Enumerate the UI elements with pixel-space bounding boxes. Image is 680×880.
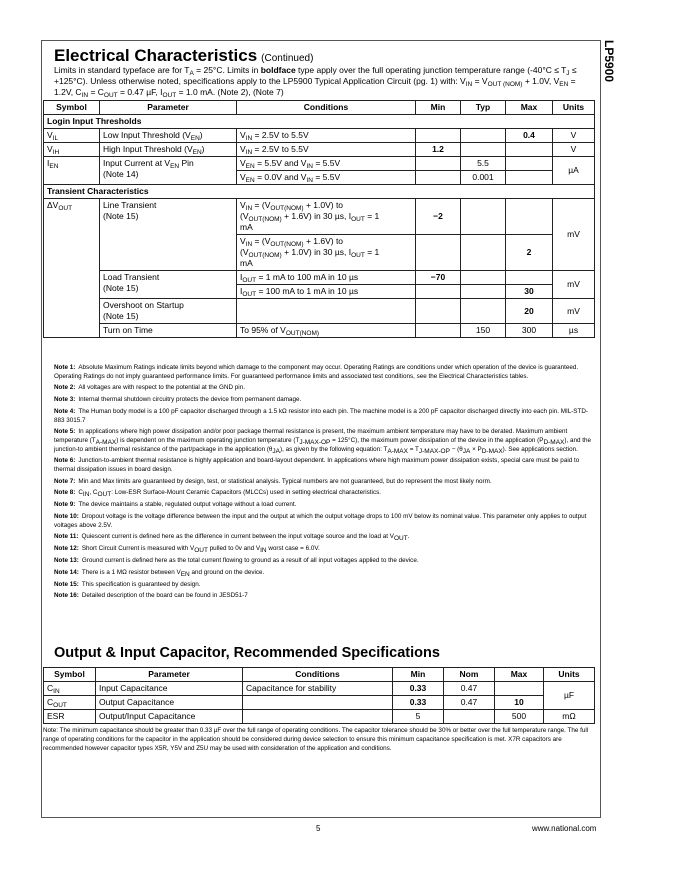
electrical-table [43,100,595,338]
section-title-electrical: Electrical Characteristics (Continued) [54,46,314,65]
table-row: Overshoot on Startup (Note 15) 20 mV [44,299,595,324]
table-header-row: Symbol Parameter Conditions Min Typ Max Units [44,101,595,115]
note-item: Note 11: Quiescent current is defined here as the difference in current between the input voltage source and the load at $V_{OUT}$. [54,533,410,543]
table-row: ESR Output/Input Capacitance 5 500 mΩ [44,710,595,724]
section-title-capacitor: Output & Input Capacitor, Recommended Specifications [54,645,440,661]
table-row: Turn on Time To 95% of $V_{OUT(NOM)}$ 150 300 µs [44,324,595,338]
note-item: Note 6: Junction-to-ambient thermal resistance is highly application and board-layout dependent. In applications where high maximum power dissipation exists, special care must be paid to thermal dissipation issues in board design. [54,457,580,473]
note-item: Note 3: Internal thermal shutdown circuitry protects the device from permanent damage. [54,396,302,404]
table-row: $I_{EN}$ Input Current at $V_{EN}$ Pin (Note 14) $V_{EN} = 5.5V$ and $V_{IN} = 5.5V$ 5.5 µA [44,157,595,171]
note-item: Note 9: The device maintains a stable, regulated output voltage without a load current. [54,501,297,509]
table-row: Load Transient (Note 15) $I_{OUT} = 1$ mA to 100 mA in 10 µs −70 mV [44,271,595,285]
note-item: Note 16: Detailed description of the board can be found in JESD51-7 [54,592,248,600]
side-tab: LP5900 [602,40,616,83]
note-item: Note 4: The Human body model is a 100 pF capacitor discharged through a 1.5 kΩ resistor into each pin. The machine model is a 200 pF capacitor discharged directly into each pin. MIL-STD-883 3015.7 [54,407,588,424]
page-number: 5 [316,824,321,833]
note-item: Note 10: Dropout voltage is the voltage difference between the input and the output at which the output voltage drops to 100 mV below its nominal value. This parameter only applies to output voltages above 2.5V. [54,513,587,529]
note-item: Note 1: Absolute Maximum Ratings indicate limits beyond which damage to the component may occur. Operating Ratings are conditions under which operation of the device is guaranteed. Operating Ratings do not imply guaranteed performance limits. For guaranteed performance limits and associated test conditions, see the Electrical Characteristics tables. [54,364,579,380]
intro-paragraph: Limits in standard typeface are for $T_A = 25^\circ C$. Limits in boldface type apply over the full operating junction temperature range $(-40^\circ C \le T_J \le +125^\circ C)$. Unless otherwise noted, specifications apply to the LP5900 Typical Application Circuit (pg. 1) with: $V_{IN} = V_{OUT (NOM)} + 1.0V$, $V_{EN} = 1.2V$, $C_{IN} = C_{OUT} = 0.47$ µF, $I_{OUT} = 1.0$ mA. (Note 2), (Note 7) [54,65,577,99]
note-item: Note 15: This specification is guaranteed by design. [54,580,201,588]
note-item: Note 8: $C_{IN}$, $C_{OUT}$: Low-ESR Surface-Mount Ceramic Capacitors (MLCCs) used in setting electrical characteristics. [54,489,381,499]
section-row-logic: Login Input Thresholds [44,115,595,129]
capacitor-note: Note: The minimum capacitance should be greater than 0.33 µF over the full range of operating conditions. The capacitor tolerance should be 30% or better over the full temperature range. The full range of operating conditions for the capacitor in the application should be considered during device selection to ensure this minimum capacitance specification is met. X7R capacitors are recommended however capacitor types X5R, Y5V and Z5U may be used with consideration of the application and conditions. [43,727,589,752]
table-row: $I_{OUT} = 100$ mA to 1 mA in 10 µs 30 [44,285,595,299]
note-item: Note 12: Short Circuit Current is measured with $V_{OUT}$ pulled to 0v and $V_{IN}$ worst case = 6.0V. [54,545,320,555]
table-row: $\Delta V_{OUT}$ Line Transient (Note 15) $V_{IN} = (V_{OUT(NOM)} + 1.0V)$ to $(V_{OUT(NOM)} + 1.6V)$ in 30 µs, $I_{OUT} = 1$ mA −2 mV [44,199,595,235]
section-row-transient: Transient Characteristics [44,185,595,199]
note-item: Note 2: All voltages are with respect to the potential at the GND pin. [54,384,245,392]
note-item: Note 5: In applications where high power dissipation and/or poor package thermal resistance is present, the maximum ambient temperature may have to be derated. Maximum ambient temperature $(T_{A-MAX})$ is dependent on the maximum operating junction temperature $(T_{J-MAX-OP} = 125^\circ C)$, the maximum power dissipation of the device in the application $(P_{D-MAX})$, and the junction-to ambient thermal resistance of the part/package in the application $(\theta_{JA})$, as given by the following equation: $T_{A-MAX} = T_{J-MAX-OP} - (\theta_{JA} \times P_{D-MAX})$. See applications section. [54,428,591,455]
table-row: $V_{IH}$ High Input Threshold $(V_{EN})$ $V_{IN} = 2.5V$ to 5.5V 1.2 V [44,143,595,157]
note-item: Note 13: Ground current is defined here as the total current flowing to ground as a result of all input voltages applied to the device. [54,556,419,564]
capacitor-table [43,667,595,724]
table-row: $V_{IN} = (V_{OUT(NOM)} + 1.6V)$ to $(V_{OUT(NOM)} + 1.0V)$ in 30 µs, $I_{OUT} = 1$ mA 2 [44,235,595,271]
table-row: $C_{OUT}$ Output Capacitance 0.33 0.47 10 [44,696,595,710]
table-row: $V_{EN} = 0.0V$ and $V_{IN} = 5.5V$ 0.001 [44,171,595,185]
table-row: $C_{IN}$ Input Capacitance Capacitance for stability 0.33 0.47 µF [44,682,595,696]
footer-url: www.national.com [532,824,597,833]
table-header-row: Symbol Parameter Conditions Min Nom Max Units [44,668,595,682]
notes-list [54,364,594,604]
note-item: Note 7: Min and Max limits are guaranteed by design, test, or statistical analysis. Typical numbers are not guaranteed, but do represent the most likely norm. [54,477,492,485]
table-row: $V_{IL}$ Low Input Threshold $(V_{EN})$ $V_{IN} = 2.5V$ to 5.5V 0.4 V [44,129,595,143]
note-item: Note 14: There is a 1 MΩ resistor between $V_{EN}$ and ground on the device. [54,568,265,578]
